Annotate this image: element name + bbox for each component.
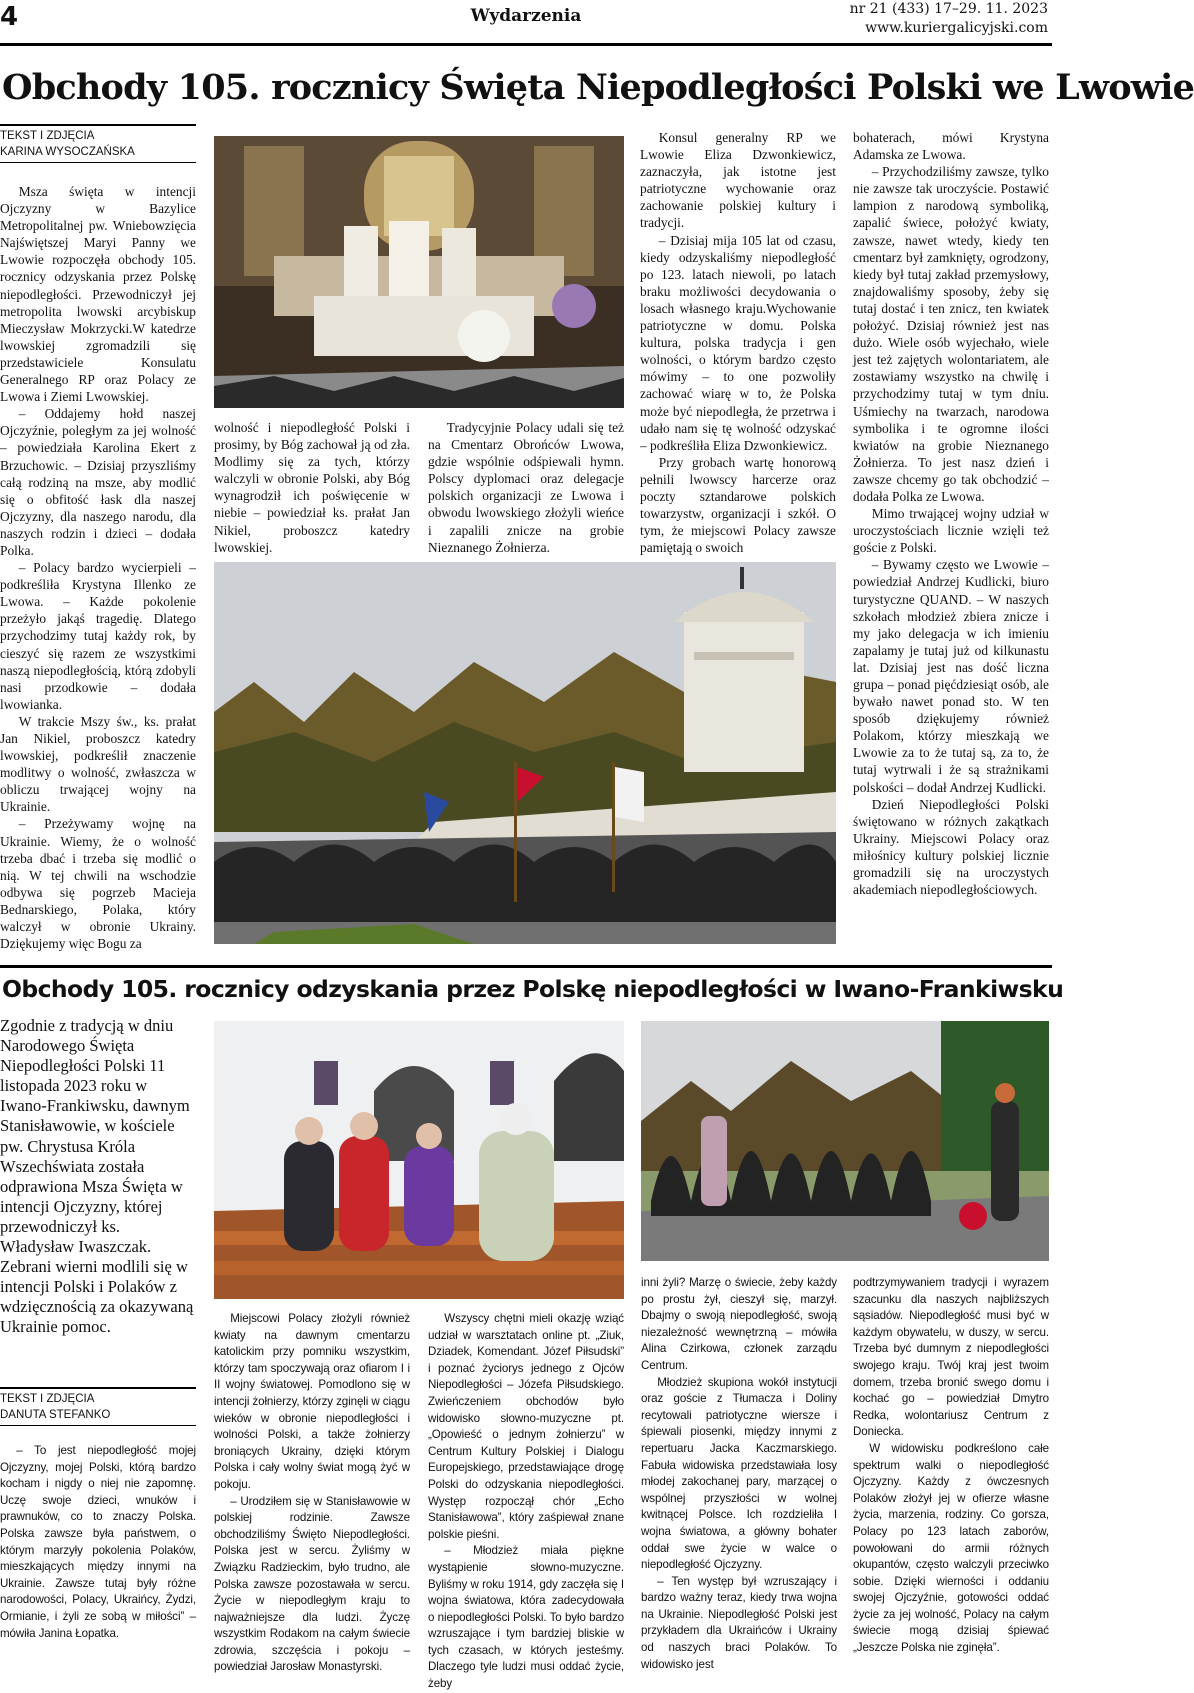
paragraph: W widowisku podkreślono całe spektrum walki o niepodległość Ojczyzny. Każdy z ówczesnych Polaków złożył jej w ofierze własne życia, marzenia, rodziny. Co gorsza, Polacy po 123 latach zaborów, powołowani do armii różnych okupantów, często walczyli przeciwko sobie. Dzięki wierności i oddaniu swojej Ojczyźnie, gotowości oddać życie za jej wolność, Polacy na całym świecie mogą dzisiaj śpiewać „Jeszcze Polska nie zginęła”. xyxy=(853,1441,1049,1655)
article2-column-4 xyxy=(641,1275,837,1671)
credit-label: TEKST I ZDJĘCIA xyxy=(0,130,95,142)
header-rule xyxy=(0,43,1052,46)
paragraph: Miejscowi Polacy złożyli również kwiaty na dawnym cmentarzu katolickim przy pomniku wszystkim, którzy tam spoczywają oraz ofiarom I i II wojny światowej. Pomodlono się w intencji żołnierzy, którzy zginęli w ciągu wieków w obronie niepodległości i wolności Polski, a także żołnierzy broniących Ukrainy, dzięki którym Polska i cały wolny świat mogą żyć w pokoju. xyxy=(214,1312,410,1491)
paragraph: W trakcie Mszy św., ks. prałat Jan Nikiel, proboszcz katedry lwowskiej, podkreślił znaczenie modlitwy o wolność, zwłaszcza w obliczu trwającej wojny na Ukrainie. xyxy=(0,713,196,815)
photo-icon xyxy=(214,1021,624,1299)
paragraph: – Przeżywamy wojnę na Ukrainie. Wiemy, że o wolność trzeba dbać i trzeba się modlić o nią. W tej chwili na wschodzie odbywa się pogrzeb Macieja Bednarskiego, Polaka, który walczył w obronie Ukrainy. Dziękujemy więc Bogu za xyxy=(0,816,196,952)
cemetery-ceremony-photo xyxy=(214,562,836,944)
article2-column-5 xyxy=(853,1275,1049,1655)
article1-column-1 xyxy=(0,183,196,950)
paragraph: podtrzymywaniem tradycji i wyrazem szacunku dla naszych najbliższych sąsiadów. Niepodległość musi być w każdym obywatelu, w duszy, w sercu. Trzeba być dumnym z niepodległości swojego kraju. Twój kraj jest twoim domem, trzeba bronić swego domu i kochać go – powiedział Dmytro Redka, wolontariusz Centrum z Doniecka. xyxy=(853,1276,1049,1439)
article1-column-3 xyxy=(428,419,624,559)
section-rule xyxy=(0,965,1052,968)
paragraph: wolność i niepodległość Polski i prosimy, by Bóg zachował ją od zła. Modlimy się za tych, którzy walczyli w obronie Polski, aby Bóg wynagrodził ich poświęcenie w niebie – powiedział ks. prałat Jan Nikiel, proboszcz katedry lwowskiej. xyxy=(214,420,410,555)
paragraph: – Polacy bardzo wycierpieli – podkreśliła Krystyna Illenko ze Lwowa. – Każde pokolenie przeżyło jakąś tragedię. Dlatego przychodzimy tutaj każdy rok, by cieszyć się razem ze wszystkimi naszą niepodległością, którą zdobyli nasi przodkowie – dodała lwowianka. xyxy=(0,560,196,712)
issue-number: nr 21 (433) 17–29. 11. 2023 xyxy=(849,1,1048,17)
article2-column-2 xyxy=(214,1311,410,1674)
paragraph: Konsul generalny RP we Lwowie Eliza Dzwonkiewicz, zaznaczyła, jak istotne jest patriotyczne wychowanie oraz zachowanie polskiej kultury i tradycji. xyxy=(640,130,836,231)
credit-author: KARINA WYSOCZAŃSKA xyxy=(0,146,135,158)
paragraph: inni żyli? Marzę o świecie, żeby każdy po prostu żył, cieszył się, marzył. Dbajmy o swoją niepodległość, swoją niezależność wewnętrzną – mówiła Alina Czirkowa, członek zarządu Centrum. xyxy=(641,1276,837,1372)
paragraph: – Ten występ był wzruszający i bardzo ważny teraz, kiedy trwa wojna na Ukrainie. Niepodległość Polski jest przykładem dla Ukraińców i Ukrainy od naszych braci Polaków. To widowisko jest xyxy=(641,1574,837,1671)
credit-rule xyxy=(0,124,196,126)
paragraph: – To jest niepodległość mojej Ojczyzny, mojej Polski, którą bardzo kocham i nigdy o niej nie zapomnę. Uczę swoje dzieci, wnuków i prawnuków, co to znaczy Polska. Polska zawsze była państwem, o którym marzyły pokolenia Polaków, mieszkających między innymi na Ukrainie. Zawsze tutaj były różne narodowości, Polacy, Ukraińcy, Żydzi, Ormianie, i żyli ze sobą w miłości” – mówiła Janina Łopatka. xyxy=(0,1444,196,1640)
section-title: Wydarzenia xyxy=(470,6,582,26)
paragraph: bohaterach, mówi Krystyna Adamska ze Lwowa. xyxy=(853,130,1049,163)
issue-info xyxy=(850,0,1048,38)
article2-headline: Obchody 105. rocznicy odzyskania przez Polskę niepodległości w Iwano-Frankiwsku xyxy=(2,975,1064,1003)
paragraph: – Dzisiaj mija 105 lat od czasu, kiedy odzyskaliśmy niepodległość po 123. latach niewoli, po latach braku możliwości decydowania o losach własnego kraju.Wychowanie patriotyczne w domu. Polska kultura, polska tradycja i gen wolności, o którym bardzo często mówimy – to one pozwoliły zachować wiarę w to, że Polska może być niepodległa, że przetrwa i udało nam się tę wolność odzyskać – podkreśliła Eliza Dzwonkiewicz. xyxy=(640,232,836,453)
paragraph: – Młodzież miała piękne wystąpienie słowno-muzyczne. Byliśmy w roku 1914, gdy zaczęła się I wojna światowa, która zadecydowała o niepodległości Polski. To było bardzo wzruszające i tym bardziej bliskie w tych czasach, w których jesteśmy. Dlaczego tyle ludzi musi oddać życie, żeby xyxy=(428,1544,624,1691)
paragraph: Tradycyjnie Polacy udali się też na Cmentarz Obrońców Lwowa, gdzie wspólnie odśpiewali hymn. Polscy dyplomaci oraz delegacje polskich organizacji ze Lwowa i obwodu lwowskiego złożyli wieńce i zapalili znicze na grobie Nieznanego Żołnierza. xyxy=(428,420,624,555)
credit-rule xyxy=(0,1387,196,1389)
paragraph: – Oddajemy hołd naszej Ojczyźnie, poległym za jej wolność – powiedziała Karolina Ekert z Brzuchowic. – Dzisiaj przyszliśmy całą rodziną na msze, aby modlić się o obfitość łask dla naszej Ojczyzny, dla naszego narodu, dla naszych rodzin i dzieci – dodała Polka. xyxy=(0,406,196,558)
paragraph: Młodzież skupiona wokół instytucji oraz goście z Tłumacza i Doliny recytowali patriotyczne wiersze i śpiewali piosenki, między innymi z repertuaru Jacka Kaczmarskiego. Fabuła widowiska przedstawiała losy młodej zakochanej pary, marzącej o wspólnej przyszłości w wolnej kwitnącej Polsce. Ich rozdzieliła I wojna światowa, a główny bohater oddał swe życie w walce o niepodległość Ojczyzny. xyxy=(641,1375,837,1572)
paragraph: Msza święta w intencji Ojczyzny w Bazylice Metropolitalnej pw. Wniebowzięcia Najświętszej Maryi Panny we Lwowie rozpoczęła obchody 105. rocznicy odzyskania przez Polskę niepodległości. Przewodniczył jej metropolita lwowski arcybiskup Mieczysław Mokrzycki.W katedrze lwowskiej zgromadzili się przedstawiciele Konsulatu Generalnego RP oraz Polacy ze Lwowa i Ziemi Lwowskiej. xyxy=(0,184,196,405)
paragraph: Przy grobach wartę honorową pełnili lwowscy harcerze oraz poczty sztandarowe polskich towarzystw, organizacji i szkół. O tym, że miejscowi Polacy zawsze pamiętają o swoich xyxy=(640,454,836,556)
article2-column-3 xyxy=(428,1311,624,1691)
credit-label: TEKST I ZDJĘCIA xyxy=(0,1393,95,1405)
article1-column-2 xyxy=(214,419,410,559)
article2-column-1 xyxy=(0,1443,196,1640)
outdoor-gathering-photo xyxy=(641,1021,1049,1261)
paragraph: Dzień Niepodległości Polski świętowano w różnych zakątkach Ukrainy. Miejscowi Polacy oraz miłośnicy kultury polskiej licznie gromadzili się na uroczystych akademiach niepodległościowych. xyxy=(853,796,1049,898)
article1-column-5 xyxy=(853,129,1049,949)
article1-column-4 xyxy=(640,129,836,559)
cathedral-mass-photo xyxy=(214,136,624,408)
credit-rule xyxy=(0,162,196,163)
paragraph: – Urodziłem się w Stanisławowie w polskiej rodzinie. Zawsze obchodziliśmy Święto Niepodległości. Polska jest w sercu. Żyliśmy w Związku Radzieckim, było trudno, ale Polska zawsze pozostawała w sercu. Życie w niepodległym kraju to najważniejsze dla ludzi. Życzę wszystkim Rodakom na całym świecie zdrowia, szczęścia i pokoju – powiedział Jarosław Monastyrski. xyxy=(214,1494,410,1674)
article2-credit xyxy=(0,1387,196,1426)
photo-icon xyxy=(214,136,624,408)
article1-headline: Obchody 105. rocznicy Święta Niepodległości Polski we Lwowie xyxy=(2,67,1194,108)
paragraph: Mimo trwającej wojny udział w uroczystościach licznie wzięli też goście z Polski. xyxy=(853,506,1049,556)
paragraph: – Przychodziliśmy zawsze, tylko nie zawsze tak uroczyście. Postawić lampion z narodową symboliką, zapalić świece, położyć kwiaty, zawsze, nawet wtedy, kiedy ten cmentarz był zamknięty, ogrodzony, kiedy był tutaj zakład przemysłowy, znajdowaliśmy sposoby, żeby się tutaj dostać i ten znicz, ten kwiatek położyć. Dzisiaj również jest nas dużo. Wiele osób wyjechało, wiele jest też zajętych wolontariatem, ale zostawiamy wszystko na chwilę i przychodzimy tutaj w tym dniu. Uśmiechy na twarzach, narodowa symbolika i te ogromne ilości kwiatów na grobie Nieznanego Żołnierza. To jest nasz dzień i zawsze chcemy go tak obchodzić – dodała Polka ze Lwowa. xyxy=(853,164,1049,504)
website-link[interactable]: www.kuriergalicyjski.com xyxy=(865,20,1048,36)
article2-lead: Zgodnie z tradycją w dniu Narodowego Święta Niepodległości Polski 11 listopada 2023 roku w Iwano-Frankiwsku, dawnym Stanisławowie, w kościele pw. Chrystusa Króla Wszechświata została odprawiona Msza Święta w intencji Ojczyzny, której przewodniczył ks. Władysław Iwaszczak. Zebrani wierni modlili się w intencji Polski i Polaków z wdzięcznością za okazywaną Ukrainie pomoc. xyxy=(0,1016,194,1337)
church-interior-photo xyxy=(214,1021,624,1299)
paragraph: Wszyscy chętni mieli okazję wziąć udział w warsztatach online pt. „Ziuk, Dziadek, Komendant. Józef Piłsudski” i poznać życiorys jednego z Ojców Niepodległości – Józefa Piłsudskiego. Zwieńczeniem obchodów było widowisko słowno-muzyczne pt. „Opowieść o jednym żołnierzu” w Centrum Kultury Polskiej i Dialogu Europejskiego, przedstawiające drogę Polski do odzyskania niepodległości. Występ rozpoczął chór „Echo Stanisławowa”, który zaśpiewał znane polskie pieśni. xyxy=(428,1312,624,1541)
paragraph: – Bywamy często we Lwowie – powiedział Andrzej Kudlicki, biuro turystyczne QUAND. – W naszych szkołach młodzież zbiera znicze i my jako delegacja w ich imieniu zapalamy je tutaj już od kilkunastu lat. Dzisiaj jest nas dość liczna grupa – ponad pięćdziesiąt osób, ale bywało nawet ponad sto. W ten sposób dziękujemy również Polakom, którzy mieszkają we Lwowie za to że tutaj są, za to, że tutaj wytrwali i że są strażnikami polskości – dodał Andrzej Kudlicki. xyxy=(853,557,1049,795)
page-number: 4 xyxy=(0,2,19,32)
credit-author: DANUTA STEFANKO xyxy=(0,1409,111,1421)
credit-rule xyxy=(0,1425,196,1426)
photo-icon xyxy=(641,1021,1049,1261)
photo-icon xyxy=(214,562,836,944)
article1-credit xyxy=(0,124,196,163)
